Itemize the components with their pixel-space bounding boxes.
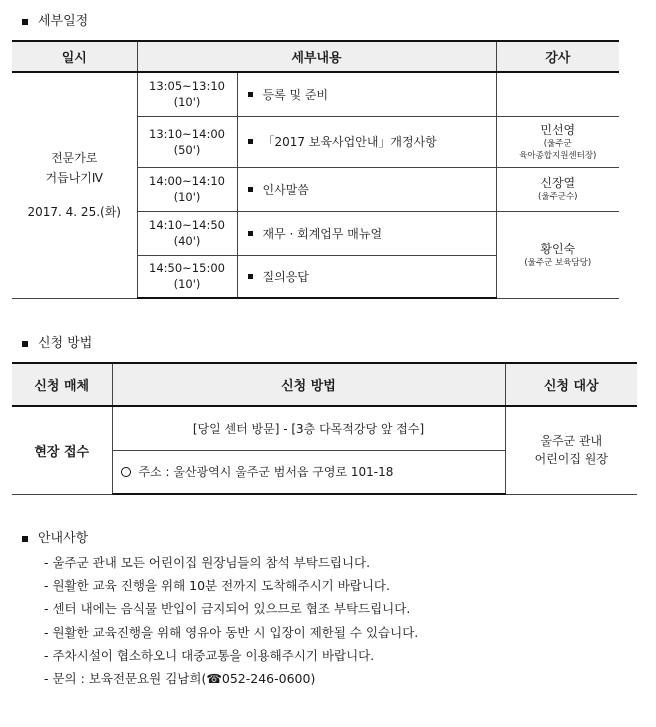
target-line: 어린이집 원장: [534, 452, 608, 467]
list-item: - 주차시설이 협소하오니 대중교통을 이용해주시기 바랍니다.: [44, 647, 375, 663]
event-name-line: 전문가로: [51, 151, 98, 166]
circle-bullet-icon: [121, 467, 131, 477]
time-range: 13:05~13:10: [149, 79, 225, 94]
duration: (10'): [173, 190, 201, 204]
table-header-row: [12, 41, 619, 72]
header-details: 세부내용: [137, 41, 496, 72]
list-item: - 울주군 관내 모든 어린이집 원장님들의 참석 부탁드립니다.: [44, 555, 371, 570]
target-line: 울주군 관내: [540, 434, 603, 449]
phone-icon: ☎: [206, 671, 222, 687]
application-table: [12, 362, 637, 495]
instructor-name: 민선영: [540, 122, 576, 137]
content-text: 재무 · 회계업무 매뉴얼: [262, 226, 383, 241]
square-bullet-icon: [248, 187, 253, 192]
instructor-cell: [496, 211, 619, 298]
square-bullet-icon: [248, 139, 253, 144]
duration: (10'): [173, 95, 201, 110]
time-cell: [137, 116, 237, 167]
content-cell: [237, 255, 496, 298]
time-cell: [137, 167, 237, 211]
content-cell: [237, 116, 496, 167]
square-bullet-icon: [22, 341, 28, 347]
instructor-name: 신장열: [540, 176, 576, 190]
event-date: 2017. 4. 25.(화): [27, 205, 121, 220]
address-cell: [112, 450, 505, 494]
section-title: 세부일정: [38, 14, 89, 29]
section-title: 안내사항: [38, 531, 89, 546]
time-cell: [137, 72, 237, 116]
contact-number: 052-246-0600): [221, 671, 316, 687]
content-cell: [237, 72, 496, 116]
content-text: 등록 및 준비: [262, 87, 329, 102]
content-cell: [237, 211, 496, 255]
section-heading-schedule: [22, 14, 88, 30]
content-text: 질의응답: [262, 269, 309, 284]
header-datetime: 일시: [12, 41, 137, 72]
event-name-line: 거듭나기Ⅳ: [45, 171, 103, 186]
time-cell: [137, 211, 237, 255]
square-bullet-icon: [248, 231, 253, 236]
duration: (50'): [173, 142, 201, 157]
header-instructor: 강사: [496, 41, 619, 72]
content-text: 인사말씀: [262, 182, 309, 197]
content-cell: [237, 167, 496, 211]
address-text: 주소 : 울산광역시 울주군 범서읍 구영로 101-18: [138, 465, 394, 480]
time-cell: [137, 255, 237, 298]
list-item: - 원활한 교육 진행을 위해 10분 전까지 도착해주시기 바랍니다.: [44, 578, 390, 594]
square-bullet-icon: [22, 19, 28, 25]
content-text: 「2017 보육사업안내」개정사항: [262, 135, 437, 149]
time-range: 14:10~14:50: [149, 218, 225, 232]
instructor-cell: [496, 167, 619, 211]
section-heading-apply: [22, 336, 92, 352]
contact-prefix: - 문의 : 보육전문요원 김남희(: [44, 671, 207, 687]
instructor-org: (울주군수): [538, 192, 578, 202]
schedule-table: [12, 40, 619, 299]
section-title: 신청 방법: [38, 336, 93, 351]
table-row: [12, 72, 619, 116]
section-heading-notes: [22, 531, 88, 547]
square-bullet-icon: [22, 536, 28, 542]
header-medium: 신청 매체: [12, 363, 112, 406]
header-target: 신청 대상: [505, 363, 637, 406]
header-method: 신청 방법: [112, 363, 505, 406]
list-item: - 원활한 교육진행을 위해 영유아 동반 시 입장이 제한될 수 있습니다.: [44, 624, 419, 640]
table-header-row: [12, 363, 637, 406]
event-date-cell: [12, 72, 137, 298]
time-range: 13:10~14:00: [149, 126, 225, 141]
square-bullet-icon: [248, 92, 253, 97]
instructor-org: (울주군 보육담당): [524, 257, 592, 268]
time-range: 14:00~14:10: [149, 174, 225, 188]
target-cell: [505, 406, 637, 494]
contact-item: [44, 667, 418, 690]
duration: (10'): [173, 277, 201, 292]
instructor-org: (울주군: [543, 138, 572, 149]
time-range: 14:50~15:00: [149, 261, 225, 276]
instructor-cell-empty: [496, 72, 619, 116]
instructor-cell: [496, 116, 619, 167]
notes-list: [44, 551, 418, 690]
list-item: - 센터 내에는 음식물 반입이 금지되어 있으므로 협조 부탁드립니다.: [44, 601, 411, 617]
table-row: [12, 406, 637, 450]
instructor-name: 황인숙: [540, 241, 576, 256]
square-bullet-icon: [248, 274, 253, 279]
method-cell: [당일 센터 방문] - [3층 다목적강당 앞 접수]: [112, 406, 505, 450]
instructor-org: 육아종합지원센터장): [519, 150, 597, 161]
duration: (40'): [173, 234, 201, 248]
medium-cell: 현장 접수: [12, 406, 112, 494]
